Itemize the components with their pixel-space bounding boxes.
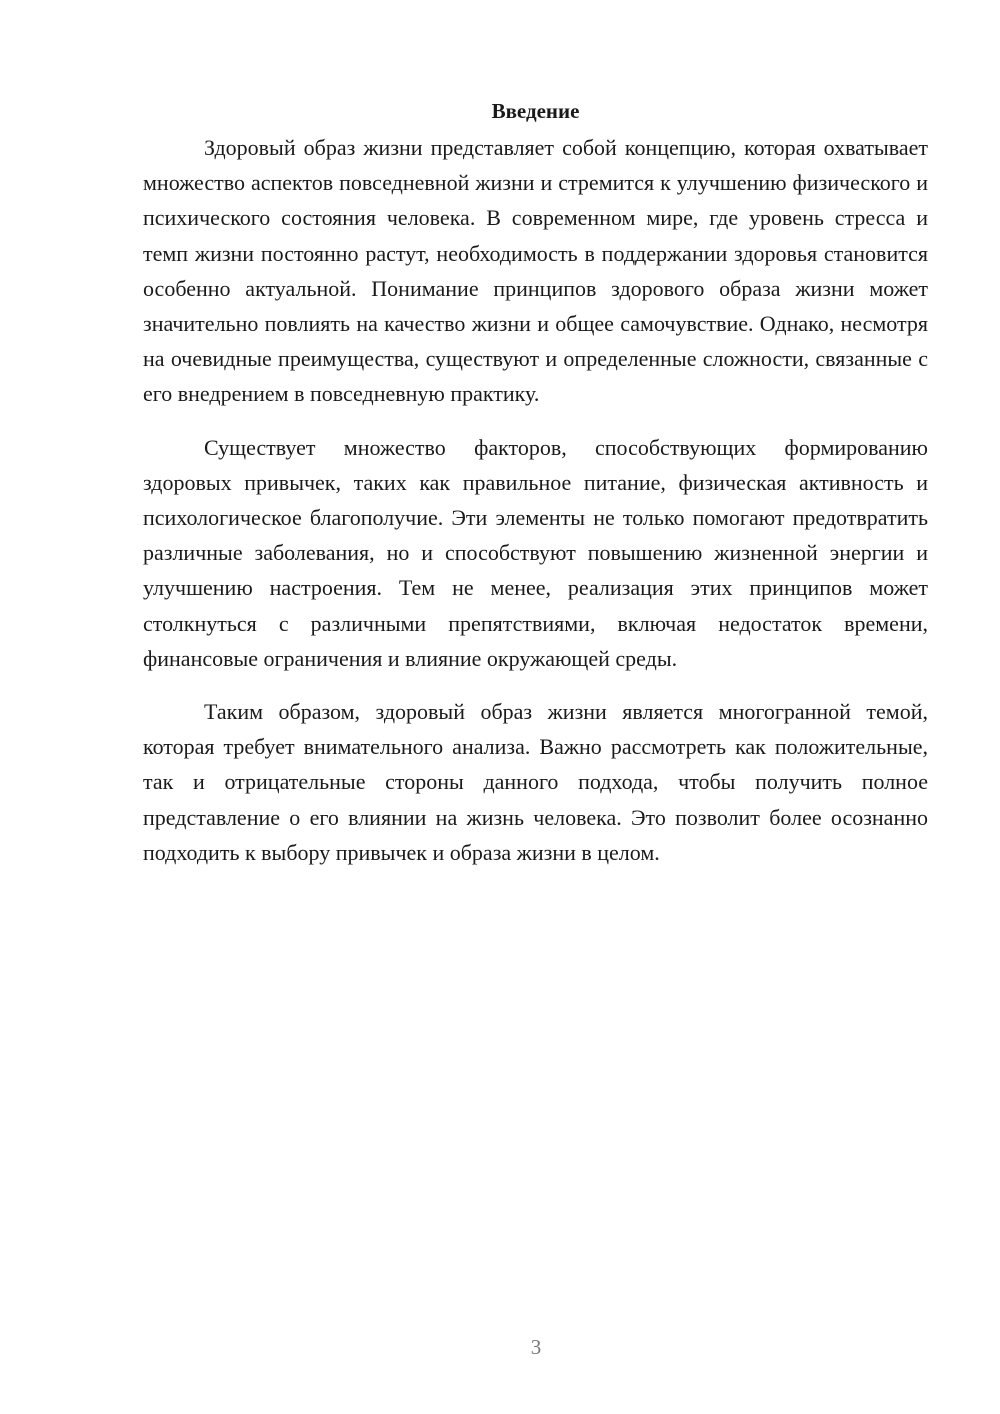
paragraph-3: Таким образом, здоровый образ жизни является многогранной темой, которая требует внимательного анализа. Важно рассмотреть как положительные, так и отрицательные стороны данного подхода, чтобы получить полное представление о его влиянии на жизнь человека. Это позволит более осознанно подходить к выбору привычек и образа жизни в целом. xyxy=(143,699,928,865)
paragraph-1: Здоровый образ жизни представляет собой концепцию, которая охватывает множество аспектов повседневной жизни и стремится к улучшению физического и психического состояния человека. В современном мире, где уровень стресса и темп жизни постоянно растут, необходимость в поддержании здоровья становится особенно актуальной. Понимание принципов здорового образа жизни может значительно повлиять на качество жизни и общее самочувствие. Однако, несмотря на очевидные преимущества, существуют и определенные сложности, связанные с его внедрением в повседневную практику. xyxy=(143,135,928,407)
page-number: 3 xyxy=(530,1335,542,1359)
paragraph-2: Существует множество факторов, способствующих формированию здоровых привычек, таких как правильное питание, физическая активность и психологическое благополучие. Эти элементы не только помогают предотвратить различные заболевания, но и способствуют повышению жизненной энергии и улучшению настроения. Тем не менее, реализация этих принципов может столкнуться с различными препятствиями, включая недостаток времени, финансовые ограничения и влияние окружающей среды. xyxy=(143,434,928,671)
page-content xyxy=(143,96,928,888)
section-title: Введение xyxy=(491,99,580,123)
